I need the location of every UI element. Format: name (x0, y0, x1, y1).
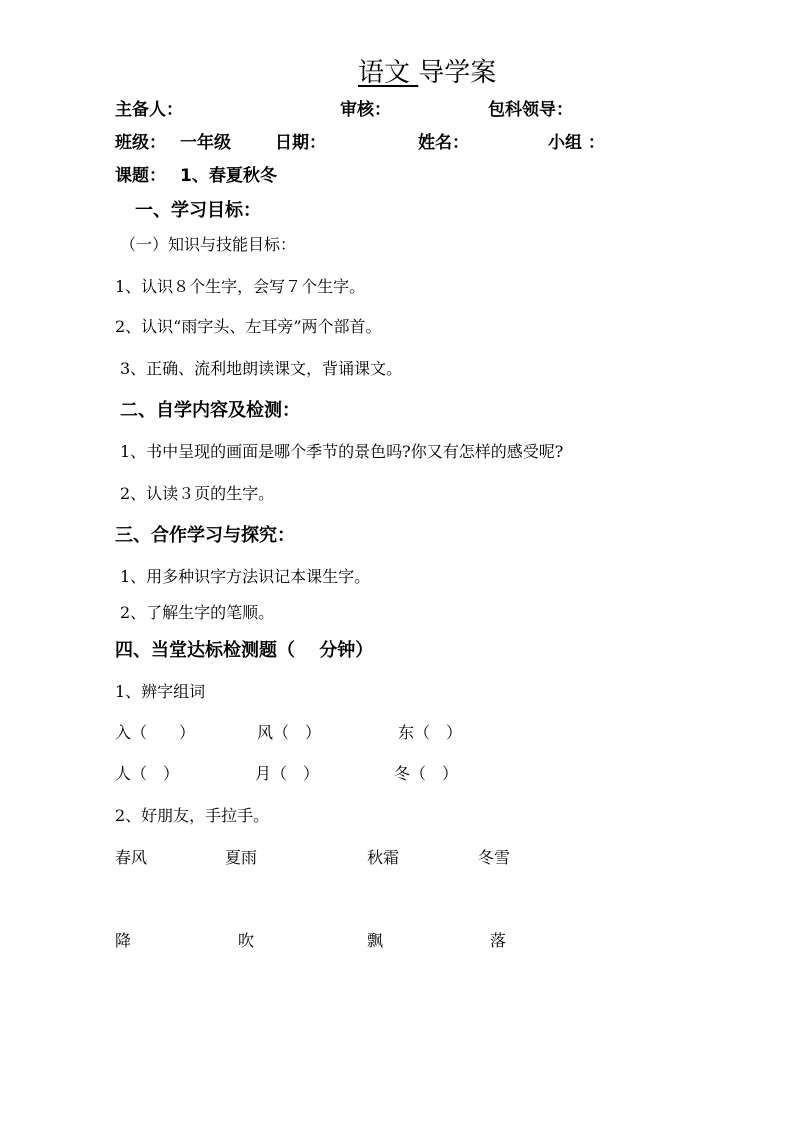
class-value: 一年级 (180, 133, 231, 153)
section2-item-2: 2、认读３页的生字。 (120, 484, 275, 503)
pair-word-bottom: 飘 (367, 931, 384, 950)
section1-item-2: 2、认识“雨字头、左耳旁”两个部首。 (115, 317, 382, 336)
word-group-item: 月（ ） (255, 764, 320, 783)
section1-subheading: （一）知识与技能目标： (120, 235, 297, 254)
section2-heading: 二、自学内容及检测： (120, 400, 300, 421)
topic-label: 课题： (115, 166, 166, 186)
reviewer-label: 审核： (340, 100, 391, 120)
section4-question-2: 2、好朋友，手拉手。 (115, 806, 270, 825)
pair-word-top: 秋霜 (367, 848, 400, 867)
topic-value: 1、春夏秋冬 (180, 166, 277, 186)
section1-item-3: 3、正确、流利地朗读课文，背诵课文。 (120, 359, 403, 378)
section3-item-2: 2、了解生字的笔顺。 (120, 603, 275, 622)
subject-leader-label: 包科领导： (488, 100, 573, 120)
section3-heading: 三、合作学习与探究： (115, 525, 295, 546)
pair-word-top: 冬雪 (478, 848, 511, 867)
page-title (358, 60, 496, 86)
word-group-item: 风（ ） (257, 723, 322, 742)
section3-item-1: 1、用多种识字方法识记本课生字。 (120, 567, 371, 586)
pair-word-bottom: 落 (490, 931, 507, 950)
pair-word-top: 夏雨 (225, 848, 258, 867)
word-group-item: 冬（ ） (394, 764, 459, 783)
group-label: 小组 ： (548, 133, 605, 153)
preparer-label: 主备人： (115, 100, 183, 120)
class-label: 班级： (115, 133, 166, 153)
section1-heading: 一、学习目标： (135, 200, 261, 221)
pair-word-bottom: 降 (115, 931, 132, 950)
name-label: 姓名： (418, 133, 469, 153)
section4-question-1: 1、辨字组词 (115, 682, 206, 701)
title-main: 导学案 (418, 58, 497, 88)
date-label: 日期： (275, 133, 326, 153)
word-group-item: 东（ ） (398, 723, 463, 742)
pair-word-top: 春风 (115, 848, 148, 867)
word-group-item: 人（ ） (115, 764, 180, 783)
word-group-item: 入（ ） (115, 723, 196, 742)
section4-heading: 四、当堂达标检测题（ 分钟） (115, 640, 374, 661)
pair-word-bottom: 吹 (238, 931, 255, 950)
title-subject: 语文 (358, 58, 411, 88)
section2-item-1: 1、书中呈现的画面是哪个季节的景色吗?你又有怎样的感受呢? (120, 442, 564, 461)
section1-item-1: 1、认识８个生字，会写７个生字。 (115, 277, 366, 296)
